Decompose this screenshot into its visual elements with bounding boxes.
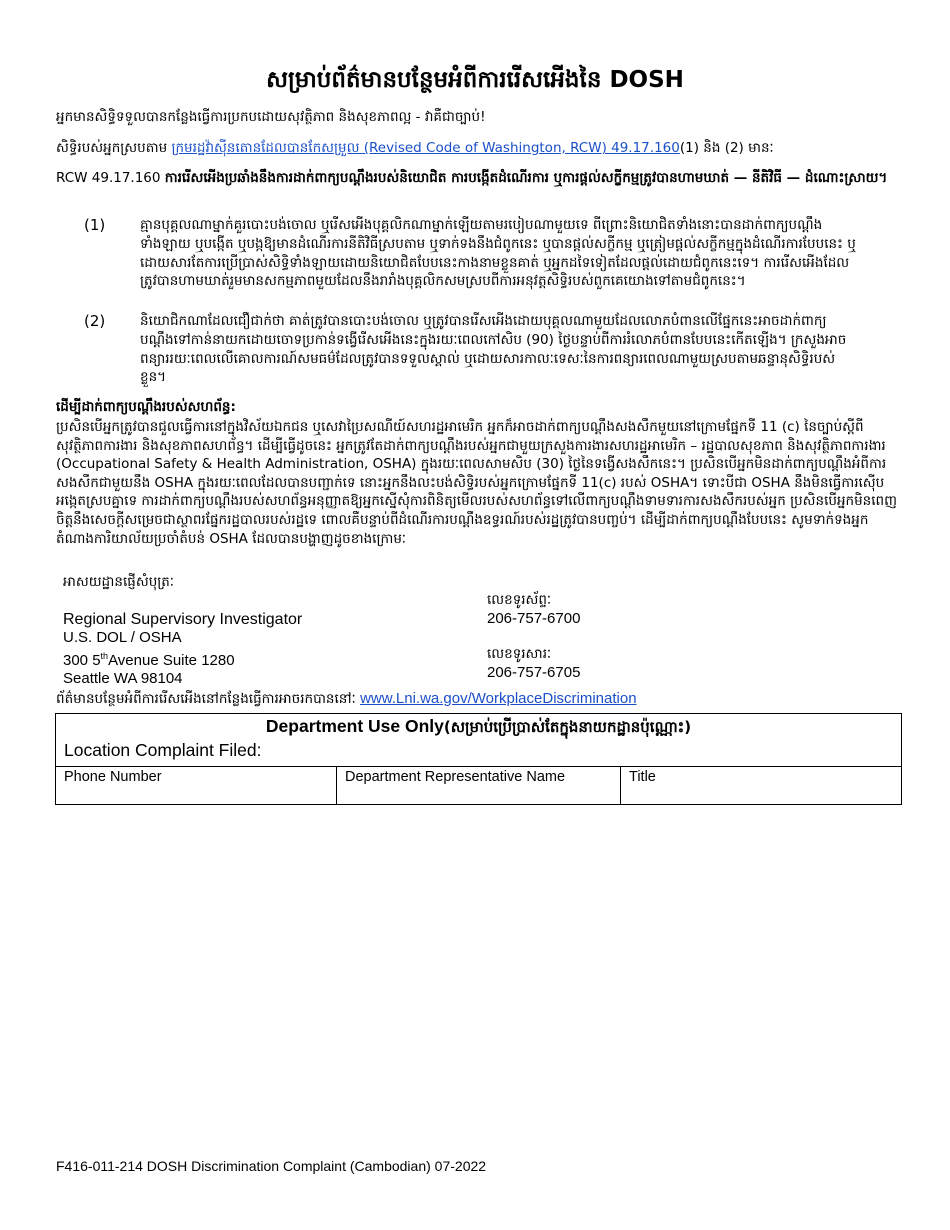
- rcw-link[interactable]: ក្រមរដ្ឋវ៉ាស៊ីនតោនដែលបានកែសម្រួល (Revised Code of Washington, RCW) 49.17.160: [171, 140, 680, 156]
- intro-text: អ្នកមានសិទ្ធិទទួលបានកន្លែងធ្វើការប្រកបដោយសុវត្ថិភាព និងសុខភាពល្អ - វាគឺជាច្បាប់!: [56, 109, 486, 125]
- union-text: ប្រសិនបើអ្នកត្រូវបានជួលធ្វើការនៅក្នុងវិស័យឯកជន ឬសេវាប្រៃសណីយ៍សហរដ្ឋអាមេរិក អ្នកក៏អាចដាក់ពាក្យបណ្តឹងសងសឹកមួយនៅក្រោមផ្នែកទី 11 (c) នៃច្បាប់ស្តីពីសុវត្ថិភាពការងារ និងសុខភាពសហព័ន្ធ។ ដើម្បីធ្វើដូចនេះ អ្នកត្រូវតែដាក់ពាក្យបណ្តឹងរបស់អ្នកជាមួយក្រសួងការងារសហរដ្ឋអាមេរិក – រដ្ឋបាលសុខភាព និងសុវត្ថិភាពការងារ (Occupational Safety & Health Administration, OSHA) ក្នុងរយៈពេលសាមសិប (30) ថ្ងៃនៃទង្វើសងសឹកនេះ។ ប្រសិនបើអ្នកមិនដាក់ពាក្យបណ្តឹងអំពីការសងសឹកជាមួយនឹង OSHA ក្នុងរយៈពេលដែលបានបញ្ជាក់ទេ នោះអ្នកនឹងលះបង់សិទ្ធិរបស់អ្នកក្រោមផ្នែកទី 11(c) របស់ OSHA។ ទោះបីជា OSHA នឹងមិនធ្វើការស៊ើបអង្កេតស្របគ្នាទេ ការដាក់ពាក្យបណ្តឹងរបស់សហព័ន្ធអនុញ្ញាតឱ្យអ្នកស្នើសុំការពិនិត្យមើលរបស់សហព័ន្ធទៅលើពាក្យបណ្តឹងទាមទារការសងសឹករបស់អ្នក ប្រសិនបើអ្នកមិនពេញចិត្តនឹងសេចក្តីសម្រេចជាស្ថាពរផ្នែករដ្ឋបាលរបស់រដ្ឋទេ ពោលគឺបន្ទាប់ពីដំណើរការបណ្តឹងឧទ្ធរណ៍របស់រដ្ឋត្រូវបានបញ្ចប់។ ដើម្បីដាក់ពាក្យបណ្តឹងបែបនេះ សូមទាក់ទងអ្នកតំណាងការិយាល័យប្រចាំតំបន់ OSHA ដែលបានបង្ហាញដូចខាងក្រោមៈ: [56, 419, 897, 547]
- rcw-heading: [56, 169, 901, 188]
- section-text: គ្មានបុគ្គលណាម្នាក់គួរបោះបង់ចោល ឬរើសអើងបុគ្គលិកណាម្នាក់ឡើយតាមរបៀបណាមួយទេ ពីព្រោះនិយោជិតទាំងនោះបានដាក់ពាក្យបណ្តឹងទាំងឡាយ ឬបង្កើត ឬបង្កឱ្យមានដំណើរការនីតិវិធីស្របតាម ឬទាក់ទងនឹងជំពូកនេះ ឬបានផ្តល់សក្ខីកម្ម ឬត្រៀមផ្តល់សក្ខីកម្មក្នុងដំណើរការបែបនេះ ឬដោយសារតែការប្រើប្រាស់សិទ្ធិទាំងឡាយដោយនិយោជិតបែបនេះកាងនាមខ្លួនគាត់ ឬអ្នកដទៃទៀតដែលផ្តល់ដោយជំពូកនេះទេ។ ការរើសអើងដែលត្រូវបានហាមឃាត់រួមមានសកម្មភាពមួយដែលនឹងរារាំងបុគ្គលិកសមស្របពីការអនុវត្តសិទ្ធិរបស់ពួកគេយោងទៅតាមជំពូកនេះ។: [140, 217, 856, 290]
- union-heading: ដើម្បីដាក់ពាក្យបណ្តឹងរបស់សហព័ន្ធ:: [56, 399, 236, 415]
- phone-number-cell[interactable]: [56, 767, 337, 805]
- rights-suffix: (1) និង (2) មានៈ: [679, 140, 774, 156]
- section-number: (1): [84, 216, 106, 234]
- column-label: Title: [629, 769, 656, 785]
- phone-label: លេខទូរស័ព្ទៈ: [487, 592, 552, 608]
- column-label: Department Representative Name: [345, 769, 566, 785]
- section-text: និយោជិកណាដែលជឿជាក់ថា គាត់ត្រូវបានបោះបង់ចោល ឬត្រូវបានរើសអើងដោយបុគ្គលណាមួយដែលលោភបំពានលើផ្នែកនេះអាចដាក់ពាក្យបណ្តឹងទៅកាន់នាយកដោយចោទប្រកាន់ទង្វើរើសអើងនេះក្នុងរយៈពេលកៅសិប (90) ថ្ងៃបន្ទាប់ពីការរំលោភបំពានបែបនេះកើតឡើង។ ក្រសួងអាចពន្យាររយៈពេលលើគោលការណ៍សមធម៌ដែលត្រូវបានទទួលស្គាល់ ឬដោយសារកាលៈទេសៈនៃការពន្យារពេលណាមួយស្របតាមឆន្ទានុសិទ្ធិរបស់ខ្លួន។: [140, 313, 847, 386]
- mailing-label: អាសយដ្ឋានផ្ញើសំបុត្រៈ: [63, 574, 174, 590]
- department-representative-cell[interactable]: [337, 767, 621, 805]
- rights-prefix: សិទ្ធិរបស់អ្នកស្របតាម: [56, 140, 168, 156]
- rcw-code: RCW 49.17.160: [56, 170, 161, 186]
- more-info-line: [56, 690, 637, 708]
- fax-label: លេខទូរសារៈ: [487, 646, 552, 662]
- address-name: Regional Supervisory Investigator: [63, 611, 303, 628]
- more-info-text: ព័ត៌មានបន្ថែមអំពីការរើសអើងនៅកន្លែងធ្វើការអាចរកបាននៅៈ: [56, 691, 356, 707]
- department-use-table: [55, 713, 902, 805]
- department-use-heading: Department Use Only(សម្រាប់ប្រើប្រាស់តែក្នុងនាយកដ្ឋានប៉ុណ្ណោះ): [265, 716, 692, 736]
- section-number: (2): [84, 312, 106, 330]
- address-org: U.S. DOL / OSHA: [63, 629, 182, 646]
- address-city: Seattle WA 98104: [63, 670, 183, 687]
- address-street: 300 5thAvenue Suite 1280: [63, 651, 235, 669]
- location-complaint-label: Location Complaint Filed:: [64, 740, 262, 760]
- workplace-discrimination-link[interactable]: www.Lni.wa.gov/WorkplaceDiscrimination: [360, 690, 637, 707]
- title-cell[interactable]: [621, 767, 902, 805]
- rights-line: [56, 139, 774, 157]
- phone-number: 206-757-6700: [487, 610, 581, 627]
- department-use-header: [56, 714, 902, 767]
- page-title: សម្រាប់ព័ត៌មានបន្ថែមអំពីការរើសអើងនៃ DOSH: [266, 67, 684, 93]
- mailing-address: [63, 611, 302, 688]
- form-footer: F416-011-214 DOSH Discrimination Complaint (Cambodian) 07-2022: [56, 1158, 487, 1174]
- column-label: Phone Number: [64, 769, 162, 785]
- rcw-title: ការរើសអើងប្រឆាំងនឹងការដាក់ពាក្យបណ្តឹងរបស់និយោជិត ការបង្កើតដំណើរការ ឬការផ្តល់សក្ខីកម្មត្រូវបានហាមឃាត់ — នីតិវិធី — ដំណោះស្រាយ។: [164, 170, 888, 186]
- fax-number: 206-757-6705: [487, 664, 581, 681]
